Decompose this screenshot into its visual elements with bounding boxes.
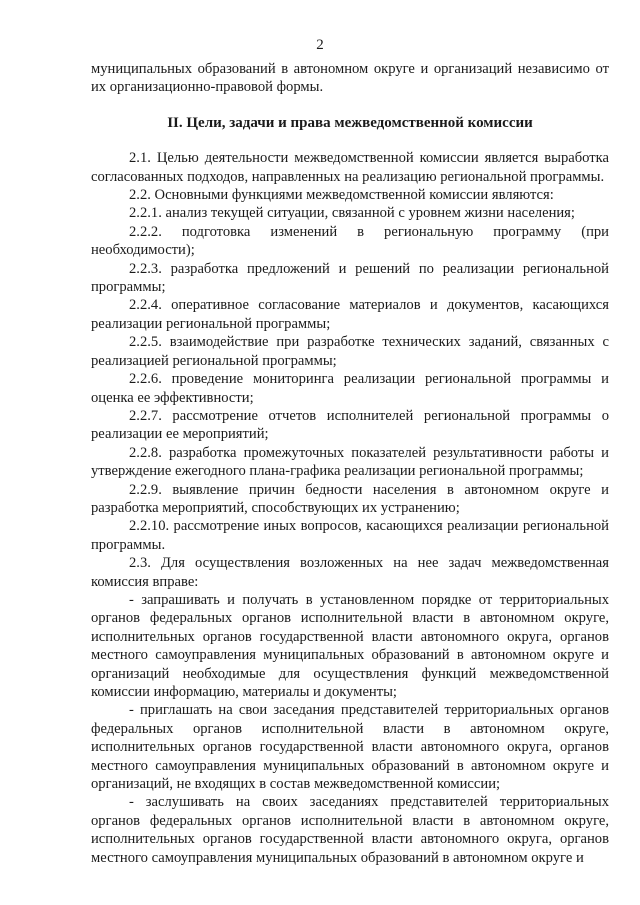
list-item: - заслушивать на своих заседаниях представителей территориальных органов федеральных органов исполнительной власти в автономном округе, исполнительных органов государственной власти автономного округа, органов местного самоуправления муниципальных образований в автономном округе и bbox=[91, 794, 609, 866]
paragraph: 2.2.5. взаимодействие при разработке технических заданий, связанных с реализацией региональной программы; bbox=[91, 334, 609, 369]
page-number: 2 bbox=[316, 37, 324, 53]
paragraph: 2.3. Для осуществления возложенных на нее задач межведомственная комиссия вправе: bbox=[91, 555, 609, 590]
paragraph: 2.2.3. разработка предложений и решений по реализации региональной программы; bbox=[91, 260, 609, 296]
section-heading: II. Цели, задачи и права межведомственной комиссии bbox=[167, 114, 533, 131]
intro-paragraph: муниципальных образований в автономном округе и организаций независимо от их организационно-правовой формы. bbox=[91, 61, 609, 96]
paragraph: 2.2.8. разработка промежуточных показателей результативности работы и утверждение ежегодного плана-графика реализации региональной программы; bbox=[91, 444, 609, 480]
paragraph: 2.2.1. анализ текущей ситуации, связанной с уровнем жизни населения; bbox=[129, 205, 575, 222]
paragraph: 2.1. Целью деятельности межведомственной комиссии является выработка согласованных подходов, направленных на реализацию региональной программы. bbox=[91, 150, 609, 185]
list-item: - приглашать на свои заседания представителей территориальных органов федеральных органов исполнительной власти в автономном округе, исполнительных органов государственной власти автономного округа, органов местного самоуправления муниципальных образований в автономном округе и организаций, не входящих в состав межведомственной комиссии; bbox=[91, 702, 609, 793]
paragraph: 2.2.7. рассмотрение отчетов исполнителей региональной программы о реализации ее мероприятий; bbox=[91, 407, 609, 443]
paragraph: 2.2.2. подготовка изменений в региональную программу (при необходимости); bbox=[91, 223, 609, 259]
paragraph: 2.2.4. оперативное согласование материалов и документов, касающихся реализации региональной программы; bbox=[91, 297, 609, 332]
list-item: - запрашивать и получать в установленном порядке от территориальных органов федеральных органов исполнительной власти в автономном округе, исполнительных органов государственной власти автономного округа, органов местного самоуправления муниципальных образований в автономном округе и организаций необходимые для осуществления функций межведомственной комиссии информацию, материалы и документы; bbox=[91, 591, 609, 700]
paragraph: 2.2.6. проведение мониторинга реализации региональной программы и оценка ее эффективности; bbox=[91, 371, 609, 406]
paragraph: 2.2. Основными функциями межведомственной комиссии являются: bbox=[129, 187, 554, 204]
paragraph: 2.2.9. выявление причин бедности населения в автономном округе и разработка мероприятий, способствующих их устранению; bbox=[91, 481, 609, 516]
paragraph: 2.2.10. рассмотрение иных вопросов, касающихся реализации региональной программы. bbox=[91, 518, 609, 553]
document-body bbox=[91, 60, 609, 867]
